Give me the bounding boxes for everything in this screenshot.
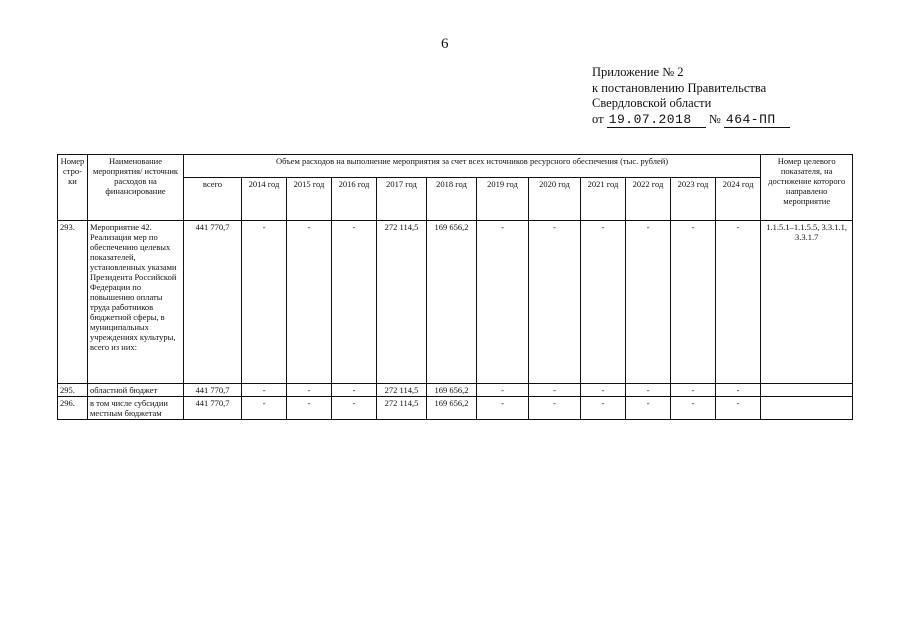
cell-value: 272 114,5 [377,397,427,420]
header-year: 2020 год [529,178,581,221]
cell-total: 441 770,7 [184,397,242,420]
cell-value: - [529,384,581,397]
cell-value: - [287,397,332,420]
cell-value: - [287,384,332,397]
cell-total: 441 770,7 [184,221,242,384]
cell-value: - [626,397,671,420]
page-number: 6 [441,36,449,52]
row-number: 293. [58,221,88,384]
cell-value: - [581,221,626,384]
cell-value: - [332,384,377,397]
header-total: всего [184,178,242,221]
header-year: 2015 год [287,178,332,221]
cell-value: - [626,221,671,384]
appendix-resolution: к постановлению Правительства [592,80,767,95]
header-target: Номер целевого показателя, на достижение которого направлено мероприятие [761,155,853,221]
header-year: 2022 год [626,178,671,221]
cell-value: 169 656,2 [427,397,477,420]
cell-value: 272 114,5 [377,384,427,397]
header-name: Наименование мероприятия/ источник расходов на финансирование [88,155,184,221]
row-number: 296. [58,397,88,420]
cell-target: 1.1.5.1–1.1.5.5, 3.3.1.1, 3.3.1.7 [761,221,853,384]
cell-value: - [671,397,716,420]
resolution-date: 19.07.2018 [607,112,706,128]
cell-value: 169 656,2 [427,384,477,397]
table-row [58,384,853,397]
cell-value: - [671,384,716,397]
header-year: 2014 год [242,178,287,221]
cell-value: - [529,397,581,420]
cell-target [761,384,853,397]
appendix-title: Приложение № 2 [592,65,684,79]
cell-value: - [716,397,761,420]
expenses-table [57,154,853,420]
header-row-number: Номер стро- ки [58,155,88,221]
cell-value: - [242,397,287,420]
row-name: областной бюджет [88,384,184,397]
appendix-date-line [592,112,790,128]
cell-value: - [287,221,332,384]
appendix-header [592,65,790,127]
cell-value: 169 656,2 [427,221,477,384]
header-year: 2018 год [427,178,477,221]
cell-value: - [477,384,529,397]
resolution-number: 464-ПП [724,112,790,128]
header-year: 2016 год [332,178,377,221]
table-row [58,397,853,420]
table-body [58,221,853,420]
table-header [58,155,853,221]
header-year: 2017 год [377,178,427,221]
cell-value: 272 114,5 [377,221,427,384]
cell-value: - [529,221,581,384]
header-year: 2019 год [477,178,529,221]
cell-value: - [332,397,377,420]
row-name: в том числе субсидии местным бюджетам [88,397,184,420]
from-label: от [592,111,604,126]
cell-value: - [716,384,761,397]
cell-total: 441 770,7 [184,384,242,397]
cell-value: - [242,221,287,384]
cell-target [761,397,853,420]
header-volume: Объем расходов на выполнение мероприятия за счет всех источников ресурсного обеспечения (тыс. рублей) [184,155,761,178]
cell-value: - [581,384,626,397]
cell-value: - [477,397,529,420]
cell-value: - [242,384,287,397]
cell-value: - [671,221,716,384]
cell-value: - [477,221,529,384]
cell-value: - [626,384,671,397]
cell-value: - [581,397,626,420]
row-number: 295. [58,384,88,397]
header-year: 2024 год [716,178,761,221]
header-year: 2021 год [581,178,626,221]
number-sign: № [708,111,721,126]
appendix-region: Свердловской области [592,96,712,110]
cell-value: - [716,221,761,384]
cell-value: - [332,221,377,384]
row-name: Мероприятие 42. Реализация мер по обеспечению целевых показателей, установленных указами Президента Российской Федерации по повышению оплаты труда работников бюджетной сферы, в муниципальных учреждениях культуры, всего из них: [88,221,184,384]
header-year: 2023 год [671,178,716,221]
table-row [58,221,853,384]
